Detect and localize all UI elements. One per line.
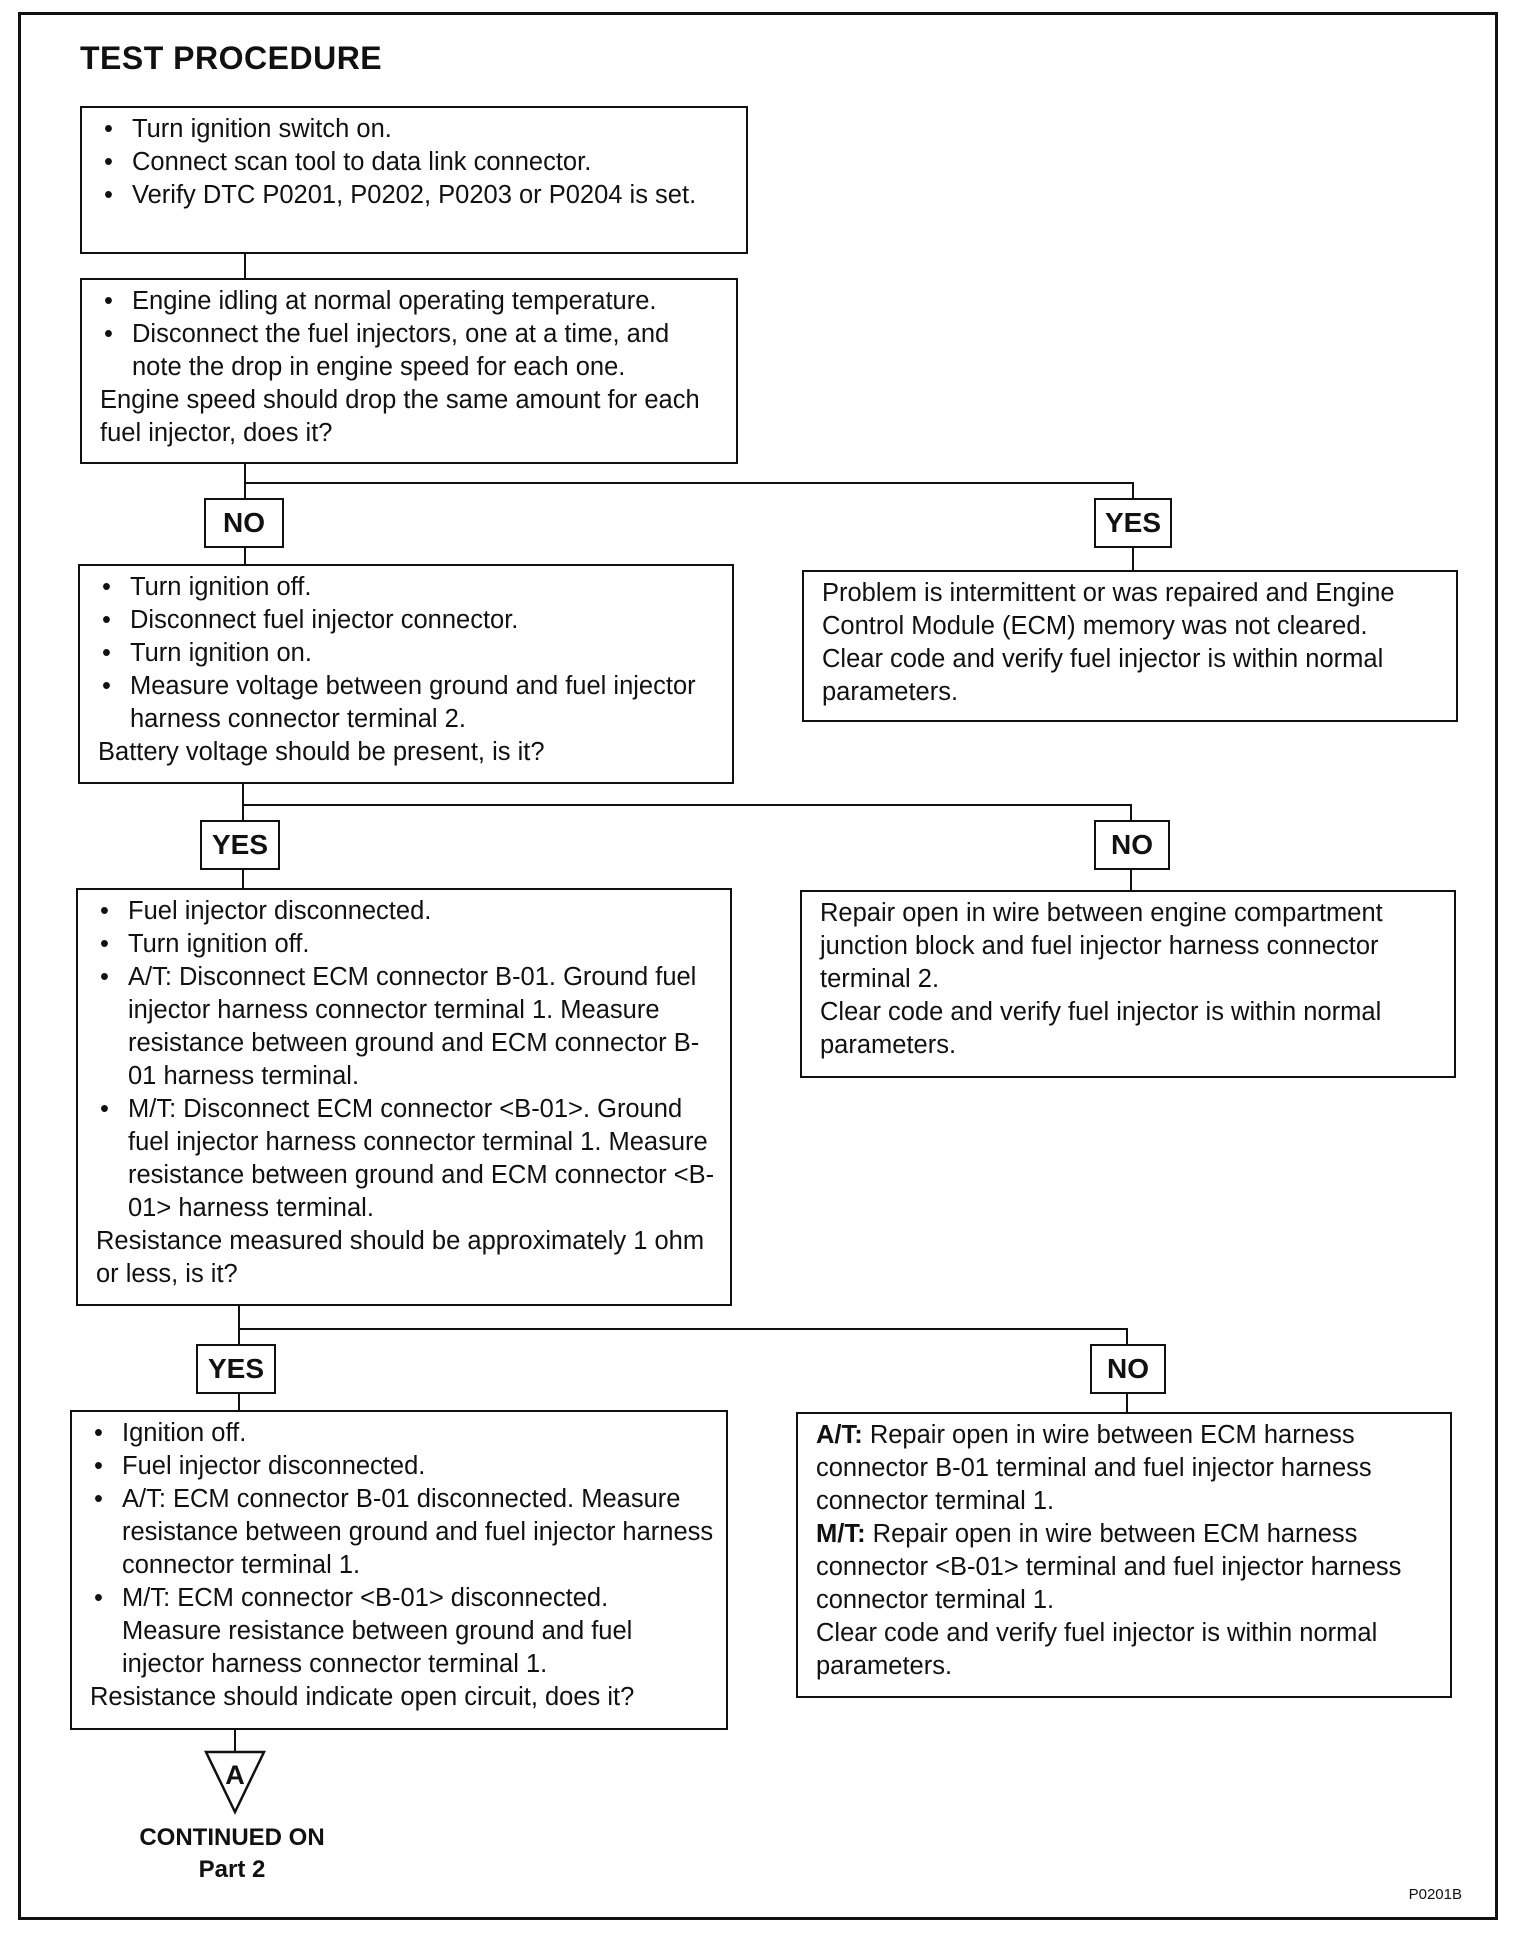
result-repair-at bbox=[816, 1419, 1438, 1518]
step-5-question: Resistance should indicate open circuit, does it? bbox=[90, 1683, 635, 1711]
continuation-connector-icon bbox=[204, 1750, 266, 1816]
step-3-question: Battery voltage should be present, is it? bbox=[98, 738, 545, 766]
mt-text: Repair open in wire between ECM harness connector <B-01> terminal and fuel injector harness connector terminal 1. bbox=[816, 1520, 1402, 1614]
connector-line bbox=[1126, 1394, 1128, 1412]
figure-code: P0201B bbox=[1408, 1886, 1462, 1903]
step-3-bullet: • Measure voltage between ground and fuel injector harness connector terminal 2. bbox=[98, 670, 720, 736]
result-repair-terminal-2-text: Repair open in wire between engine compartment junction block and fuel injector harness connector terminal 2. bbox=[820, 899, 1383, 993]
connector-line bbox=[242, 870, 244, 890]
connector-line bbox=[244, 482, 1134, 484]
page-title: TEST PROCEDURE bbox=[80, 40, 383, 76]
step-4-bullet: • Turn ignition off. bbox=[96, 928, 718, 961]
result-repair-closing: Clear code and verify fuel injector is within normal parameters. bbox=[816, 1619, 1378, 1680]
step-4-bullet: • A/T: Disconnect ECM connector B-01. Ground fuel injector harness connector terminal 1. Measure resistance between ground and ECM connector B-01 harness terminal. bbox=[96, 961, 718, 1093]
step-1-bullet: • Verify DTC P0201, P0202, P0203 or P0204 is set. bbox=[100, 179, 734, 212]
step-3-bullet: • Turn ignition off. bbox=[98, 571, 720, 604]
connector-line bbox=[1130, 870, 1132, 890]
connector-line bbox=[1132, 548, 1134, 572]
connector-line bbox=[244, 464, 246, 498]
at-text: Repair open in wire between ECM harness connector B-01 terminal and fuel injector harness connector terminal 1. bbox=[816, 1421, 1372, 1515]
result-repair-terminal-2-box bbox=[800, 890, 1456, 1078]
continued-line-2: Part 2 bbox=[198, 1856, 266, 1883]
step-5-bullet: • Ignition off. bbox=[90, 1417, 714, 1450]
step-4-bullet: • Fuel injector disconnected. bbox=[96, 895, 718, 928]
step-5-bullet: • M/T: ECM connector <B-01> disconnected. Measure resistance between ground and fuel injector harness connector terminal 1. bbox=[90, 1582, 714, 1681]
result-repair-terminal-1-box bbox=[796, 1412, 1452, 1698]
result-intermittent-text: Problem is intermittent or was repaired and Engine Control Module (ECM) memory was not cleared. bbox=[822, 579, 1395, 640]
branch-label-no: NO bbox=[1090, 1344, 1166, 1394]
result-intermittent-box bbox=[802, 570, 1458, 722]
step-1-box bbox=[80, 106, 748, 254]
mt-label: M/T: bbox=[816, 1520, 866, 1548]
step-3-box bbox=[78, 564, 734, 784]
step-3-bullet: • Turn ignition on. bbox=[98, 637, 720, 670]
result-repair-mt bbox=[816, 1518, 1438, 1617]
connector-line bbox=[244, 252, 246, 280]
connector-line bbox=[242, 782, 244, 820]
branch-label-yes: YES bbox=[200, 820, 280, 870]
connector-line bbox=[238, 1304, 240, 1346]
continuation-connector-letter: A bbox=[225, 1760, 245, 1790]
at-label: A/T: bbox=[816, 1421, 863, 1449]
step-2-bullet: • Disconnect the fuel injectors, one at a time, and note the drop in engine speed for each one. bbox=[100, 318, 724, 384]
step-2-bullet: • Engine idling at normal operating temperature. bbox=[100, 285, 724, 318]
branch-label-no: NO bbox=[204, 498, 284, 548]
step-3-bullet: • Disconnect fuel injector connector. bbox=[98, 604, 720, 637]
branch-label-yes: YES bbox=[196, 1344, 276, 1394]
connector-line bbox=[242, 804, 1132, 806]
step-4-bullet: • M/T: Disconnect ECM connector <B-01>. Ground fuel injector harness connector terminal 1. Measure resistance between ground and ECM connector <B-01> harness terminal. bbox=[96, 1093, 718, 1225]
step-2-box bbox=[80, 278, 738, 464]
step-1-bullet: • Connect scan tool to data link connector. bbox=[100, 146, 734, 179]
step-4-box bbox=[76, 888, 732, 1306]
continued-label bbox=[110, 1822, 354, 1886]
connector-line bbox=[238, 1328, 1128, 1330]
step-2-question: Engine speed should drop the same amount for each fuel injector, does it? bbox=[100, 386, 700, 447]
branch-label-yes: YES bbox=[1094, 498, 1172, 548]
step-5-bullet: • A/T: ECM connector B-01 disconnected. Measure resistance between ground and fuel injector harness connector terminal 1. bbox=[90, 1483, 714, 1582]
result-repair-terminal-2-text: Clear code and verify fuel injector is within normal parameters. bbox=[820, 998, 1382, 1059]
step-5-bullet: • Fuel injector disconnected. bbox=[90, 1450, 714, 1483]
step-1-bullet: • Turn ignition switch on. bbox=[100, 113, 734, 146]
continued-line-1: CONTINUED ON bbox=[139, 1824, 325, 1851]
step-5-box bbox=[70, 1410, 728, 1730]
step-4-question: Resistance measured should be approximately 1 ohm or less, is it? bbox=[96, 1227, 705, 1288]
branch-label-no: NO bbox=[1094, 820, 1170, 870]
result-intermittent-text: Clear code and verify fuel injector is within normal parameters. bbox=[822, 645, 1384, 706]
